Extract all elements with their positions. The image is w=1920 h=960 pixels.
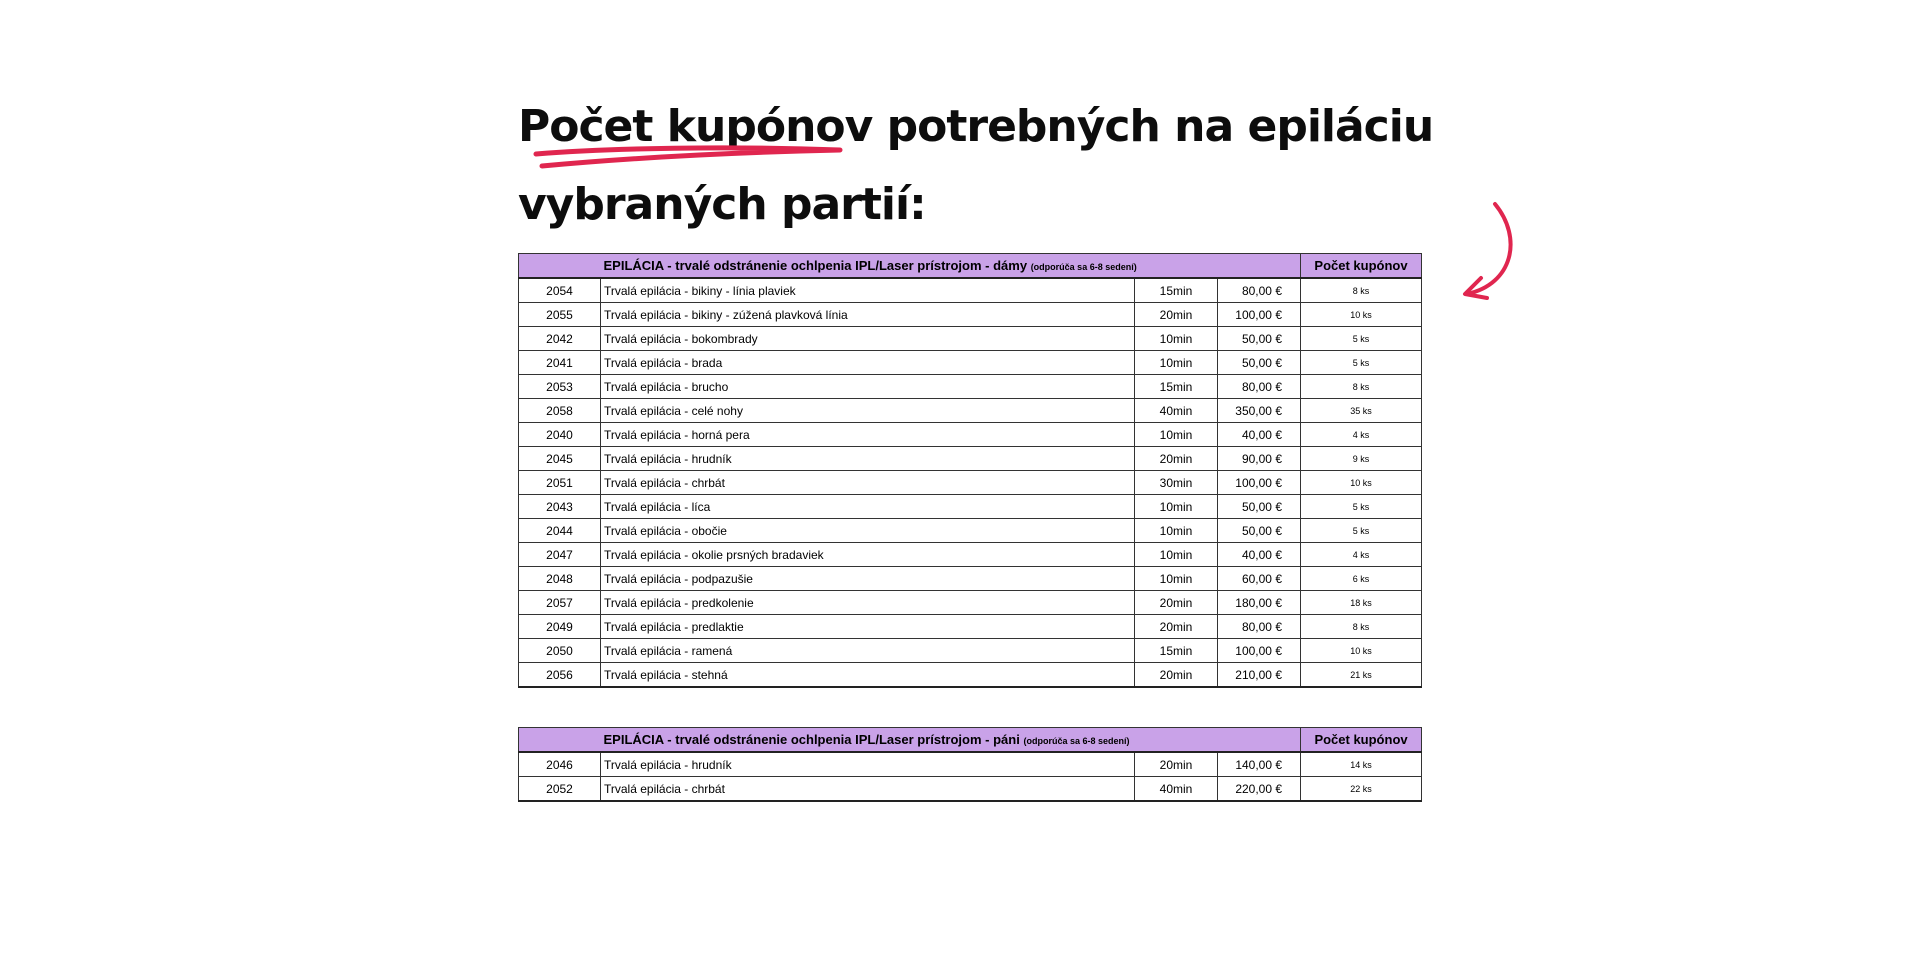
coupon-count: 5 ks (1301, 519, 1422, 543)
service-name: Trvalá epilácia - podpazušie (601, 567, 1135, 591)
table-header-row (519, 728, 1422, 753)
coupon-column-header: Počet kupónov (1301, 254, 1422, 279)
table-title (601, 728, 1301, 753)
service-code: 2042 (519, 327, 601, 351)
table-row (519, 327, 1422, 351)
coupon-count: 4 ks (1301, 423, 1422, 447)
service-name: Trvalá epilácia - hrudník (601, 752, 1135, 777)
service-duration: 40min (1135, 777, 1218, 802)
service-price: 100,00 € (1218, 639, 1301, 663)
service-price: 40,00 € (1218, 423, 1301, 447)
table-header-row (519, 254, 1422, 279)
service-name: Trvalá epilácia - bokombrady (601, 327, 1135, 351)
service-name: Trvalá epilácia - brucho (601, 375, 1135, 399)
coupon-count: 4 ks (1301, 543, 1422, 567)
table-row (519, 663, 1422, 688)
service-name: Trvalá epilácia - hrudník (601, 447, 1135, 471)
coupon-count: 18 ks (1301, 591, 1422, 615)
service-duration: 20min (1135, 752, 1218, 777)
service-duration: 10min (1135, 519, 1218, 543)
table-row (519, 303, 1422, 327)
table-title-text: EPILÁCIA - trvalé odstránenie ochlpenia IPL/Laser prístrojom - páni (603, 732, 1020, 747)
coupon-count: 10 ks (1301, 303, 1422, 327)
table-row (519, 777, 1422, 802)
table-row (519, 447, 1422, 471)
price-table-women (518, 253, 1422, 688)
service-price: 50,00 € (1218, 351, 1301, 375)
service-price: 50,00 € (1218, 495, 1301, 519)
service-code: 2054 (519, 278, 601, 303)
table-row (519, 639, 1422, 663)
service-code: 2052 (519, 777, 601, 802)
service-code: 2049 (519, 615, 601, 639)
coupon-count: 8 ks (1301, 278, 1422, 303)
service-name: Trvalá epilácia - obočie (601, 519, 1135, 543)
service-name: Trvalá epilácia - líca (601, 495, 1135, 519)
service-price: 210,00 € (1218, 663, 1301, 688)
service-duration: 30min (1135, 471, 1218, 495)
service-duration: 15min (1135, 375, 1218, 399)
service-code: 2040 (519, 423, 601, 447)
service-code: 2051 (519, 471, 601, 495)
service-duration: 40min (1135, 399, 1218, 423)
service-code: 2044 (519, 519, 601, 543)
service-price: 350,00 € (1218, 399, 1301, 423)
service-name: Trvalá epilácia - okolie prsných bradaviek (601, 543, 1135, 567)
table-row (519, 519, 1422, 543)
table-title-note: (odporúča sa 6-8 sedení) (1030, 262, 1137, 272)
service-code: 2041 (519, 351, 601, 375)
table-row (519, 543, 1422, 567)
coupon-count: 5 ks (1301, 495, 1422, 519)
service-name: Trvalá epilácia - bikiny - zúžená plavková línia (601, 303, 1135, 327)
coupon-count: 8 ks (1301, 375, 1422, 399)
heading-highlight: Počet kupónov (518, 101, 873, 152)
table-row (519, 567, 1422, 591)
heading-line2: vybraných partií: (518, 179, 926, 230)
service-price: 90,00 € (1218, 447, 1301, 471)
coupon-count: 10 ks (1301, 471, 1422, 495)
table-row (519, 615, 1422, 639)
service-duration: 10min (1135, 351, 1218, 375)
coupon-column-header: Počet kupónov (1301, 728, 1422, 753)
service-duration: 15min (1135, 278, 1218, 303)
service-duration: 10min (1135, 423, 1218, 447)
service-code: 2055 (519, 303, 601, 327)
table-title-text: EPILÁCIA - trvalé odstránenie ochlpenia IPL/Laser prístrojom - dámy (603, 258, 1028, 273)
service-code: 2057 (519, 591, 601, 615)
header-blank-cell (519, 728, 601, 753)
table-row (519, 423, 1422, 447)
service-duration: 10min (1135, 567, 1218, 591)
service-code: 2046 (519, 752, 601, 777)
coupon-count: 22 ks (1301, 777, 1422, 802)
table-row (519, 399, 1422, 423)
service-duration: 10min (1135, 495, 1218, 519)
service-duration: 10min (1135, 327, 1218, 351)
service-price: 40,00 € (1218, 543, 1301, 567)
service-price: 80,00 € (1218, 278, 1301, 303)
coupon-count: 10 ks (1301, 639, 1422, 663)
service-name: Trvalá epilácia - ramená (601, 639, 1135, 663)
service-name: Trvalá epilácia - celé nohy (601, 399, 1135, 423)
table-row (519, 752, 1422, 777)
coupon-count: 9 ks (1301, 447, 1422, 471)
service-price: 50,00 € (1218, 327, 1301, 351)
table-title-note: (odporúča sa 6-8 sedení) (1023, 736, 1130, 746)
coupon-count: 6 ks (1301, 567, 1422, 591)
service-price: 220,00 € (1218, 777, 1301, 802)
service-code: 2047 (519, 543, 601, 567)
service-name: Trvalá epilácia - chrbát (601, 777, 1135, 802)
coupon-count: 8 ks (1301, 615, 1422, 639)
table-row (519, 375, 1422, 399)
table-row (519, 471, 1422, 495)
service-name: Trvalá epilácia - chrbát (601, 471, 1135, 495)
service-price: 100,00 € (1218, 471, 1301, 495)
table-row (519, 591, 1422, 615)
service-duration: 20min (1135, 303, 1218, 327)
coupon-count: 35 ks (1301, 399, 1422, 423)
service-duration: 15min (1135, 639, 1218, 663)
service-code: 2056 (519, 663, 601, 688)
table-title (601, 254, 1301, 279)
table-row (519, 495, 1422, 519)
service-price: 60,00 € (1218, 567, 1301, 591)
service-price: 180,00 € (1218, 591, 1301, 615)
service-price: 100,00 € (1218, 303, 1301, 327)
service-price: 80,00 € (1218, 615, 1301, 639)
service-price: 50,00 € (1218, 519, 1301, 543)
service-duration: 20min (1135, 447, 1218, 471)
coupon-count: 14 ks (1301, 752, 1422, 777)
brush-underline-icon (530, 142, 850, 172)
service-name: Trvalá epilácia - stehná (601, 663, 1135, 688)
service-price: 80,00 € (1218, 375, 1301, 399)
table-row (519, 351, 1422, 375)
service-price: 140,00 € (1218, 752, 1301, 777)
service-name: Trvalá epilácia - horná pera (601, 423, 1135, 447)
service-code: 2050 (519, 639, 601, 663)
service-name: Trvalá epilácia - brada (601, 351, 1135, 375)
service-duration: 10min (1135, 543, 1218, 567)
service-duration: 20min (1135, 591, 1218, 615)
service-code: 2048 (519, 567, 601, 591)
service-name: Trvalá epilácia - predkolenie (601, 591, 1135, 615)
coupon-count: 21 ks (1301, 663, 1422, 688)
service-duration: 20min (1135, 663, 1218, 688)
table-row (519, 278, 1422, 303)
coupon-count: 5 ks (1301, 327, 1422, 351)
service-name: Trvalá epilácia - predlaktie (601, 615, 1135, 639)
service-duration: 20min (1135, 615, 1218, 639)
header-blank-cell (519, 254, 601, 279)
curved-arrow-icon (1455, 198, 1525, 308)
service-code: 2045 (519, 447, 601, 471)
service-name: Trvalá epilácia - bikiny - línia plaviek (601, 278, 1135, 303)
price-table-men (518, 727, 1422, 802)
service-code: 2058 (519, 399, 601, 423)
coupon-count: 5 ks (1301, 351, 1422, 375)
service-code: 2053 (519, 375, 601, 399)
heading-line1-rest: potrebných na epiláciu (872, 101, 1434, 152)
service-code: 2043 (519, 495, 601, 519)
